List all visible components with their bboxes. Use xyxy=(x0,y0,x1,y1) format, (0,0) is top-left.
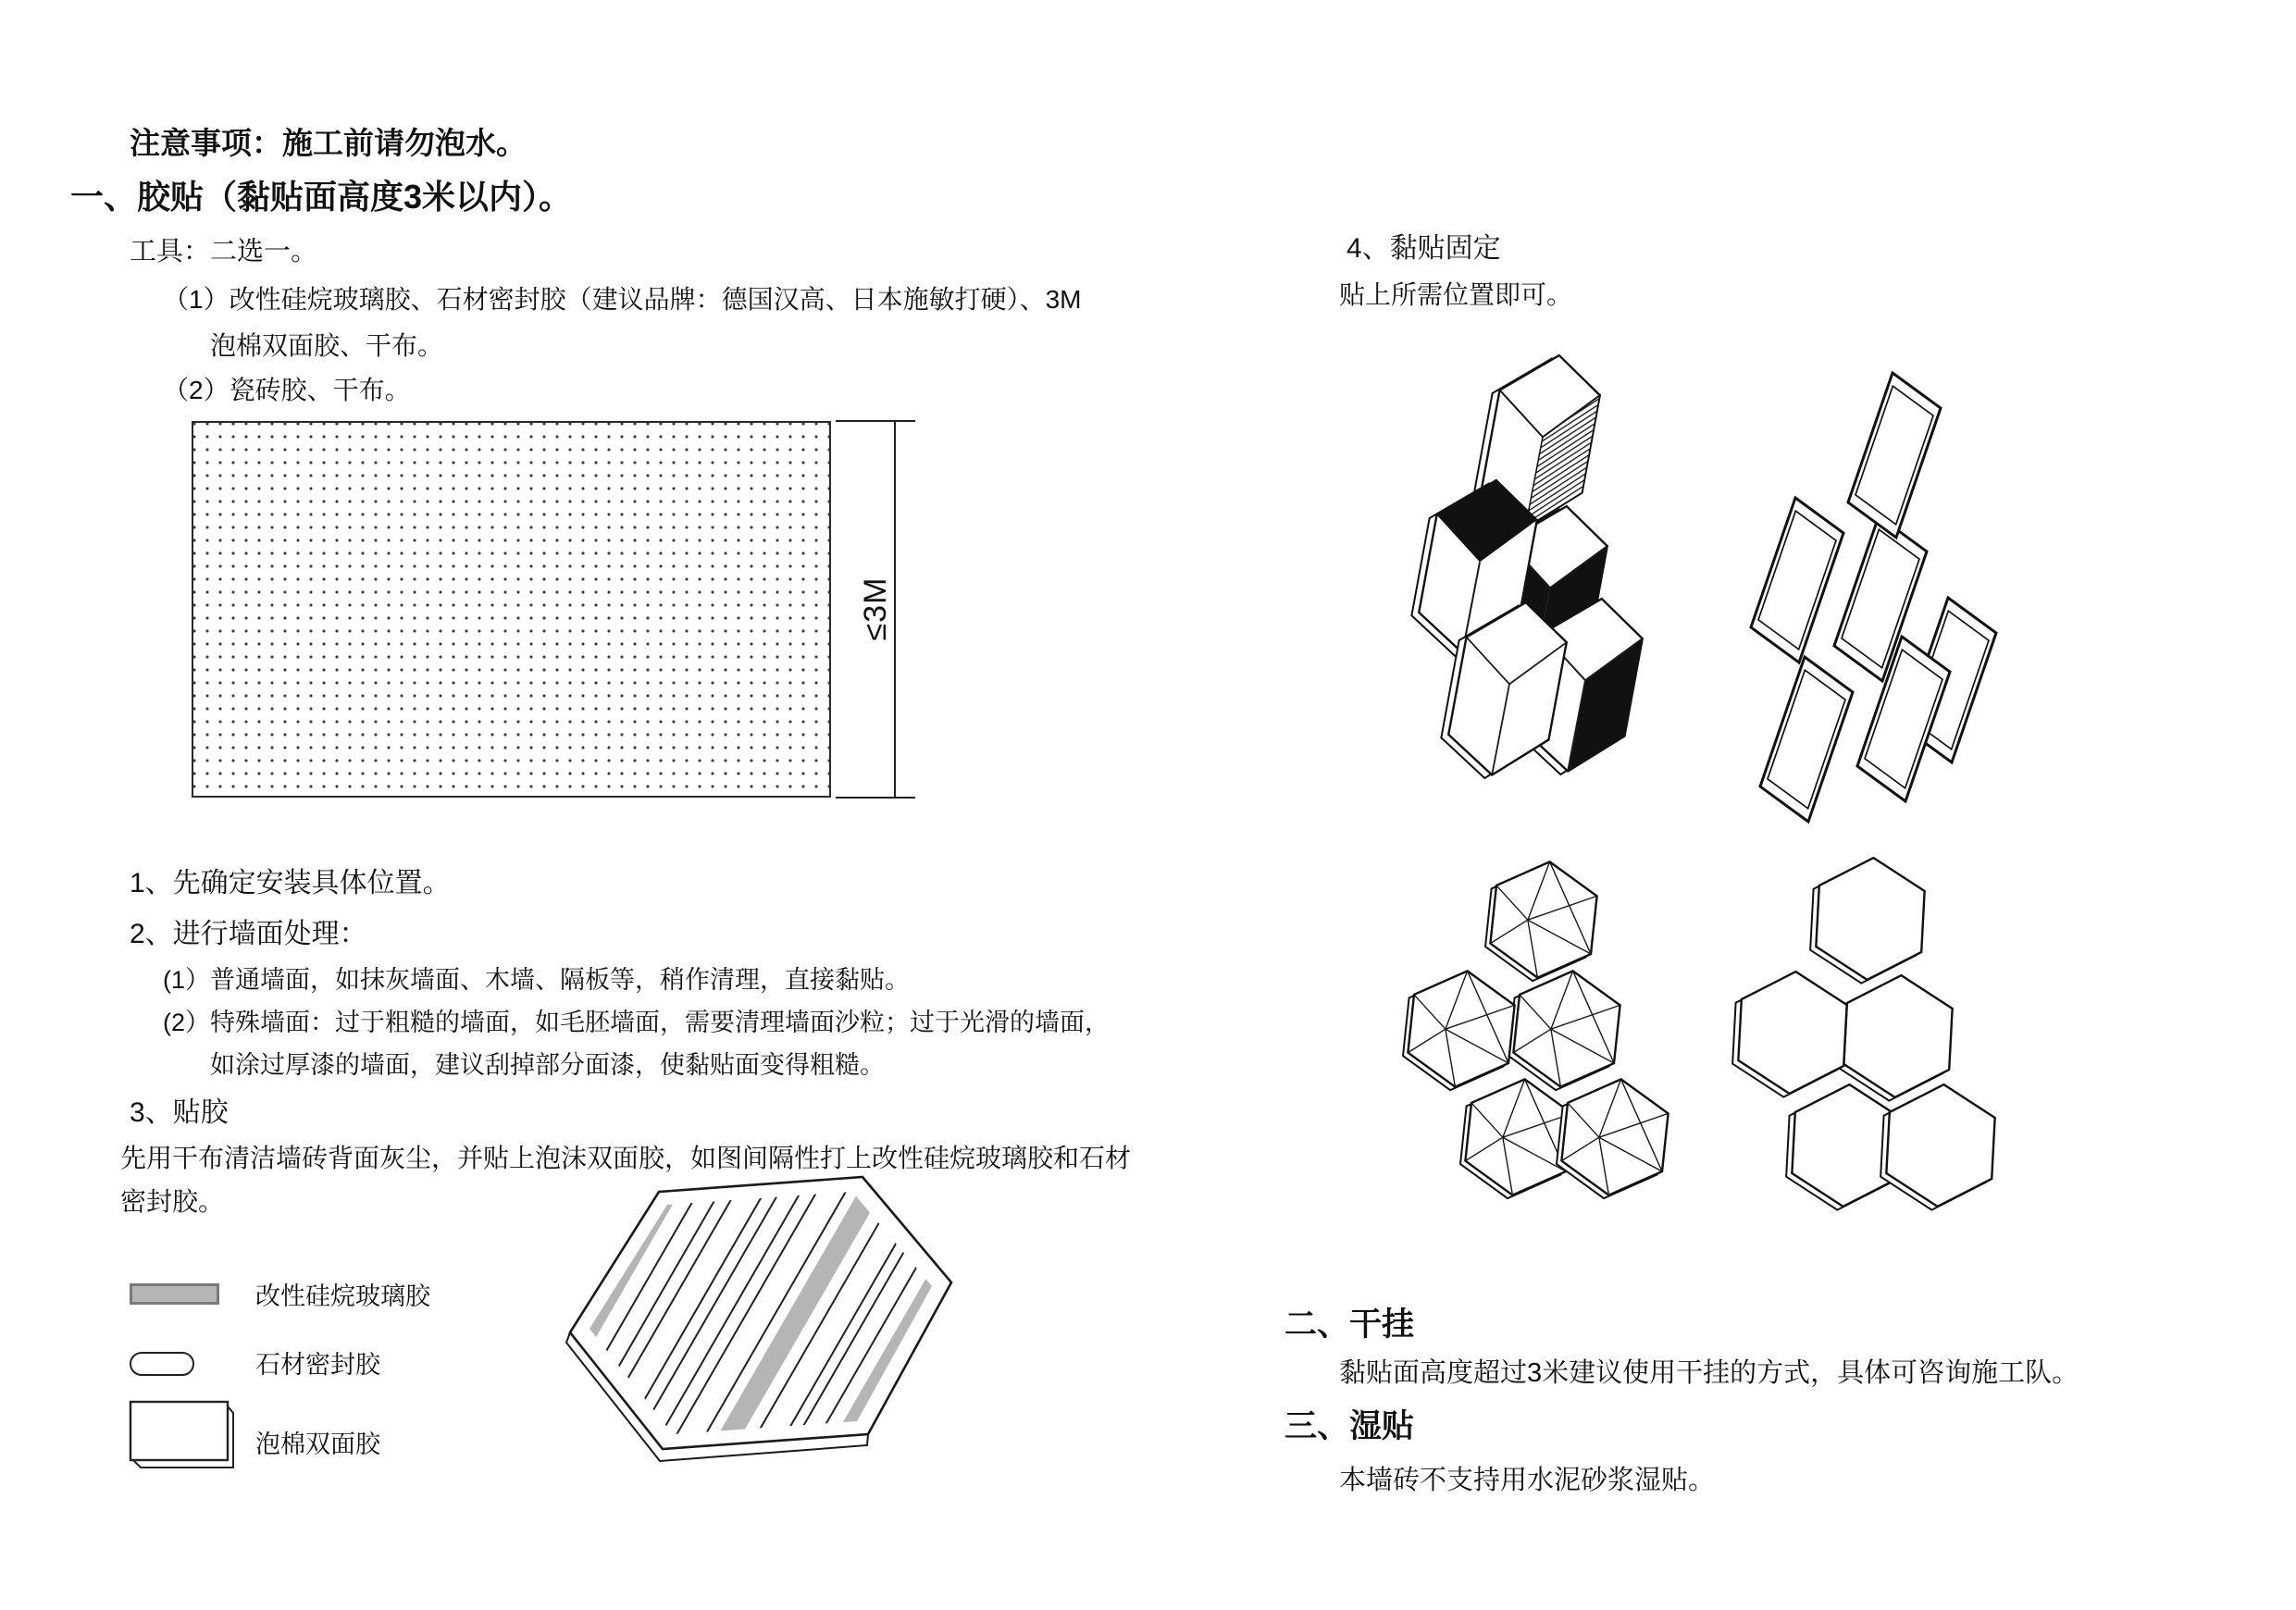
section-3-title: 三、湿贴 xyxy=(1285,1408,1415,1444)
section-3-body: 本墙砖不支持用水泥砂浆湿贴。 xyxy=(1339,1466,1716,1495)
step-3-body-line-2: 密封胶。 xyxy=(120,1187,225,1216)
solid-diamond-tiles-figure xyxy=(1430,344,1647,784)
legend-swatch-glass-glue xyxy=(130,1283,219,1305)
step-2-sub-2: (2）特殊墙面：过于粗糙的墙面，如毛胚墙面，需要清理墙面沙粒；过于光滑的墙面， xyxy=(163,1009,1111,1036)
section-2-body: 黏贴面高度超过3米建议使用干挂的方式，具体可咨询施工队。 xyxy=(1339,1358,2079,1388)
tool-option-1-line-1: （1）改性硅烷玻璃胶、石材密封胶（建议品牌：德国汉高、日本施敏打硬）、3M xyxy=(163,285,1082,314)
tool-option-1-line-2: 泡棉双面胶、干布。 xyxy=(210,331,444,360)
step-1: 1、先确定安装具体位置。 xyxy=(130,868,451,898)
step-3: 3、贴胶 xyxy=(130,1097,229,1128)
section-1-title: 一、胶贴（黏贴面高度3米以内）。 xyxy=(70,178,573,216)
legend-swatch-foam-tape xyxy=(128,1399,242,1473)
step-2: 2、进行墙面处理： xyxy=(130,919,367,949)
legend-label-stone-sealant: 石材密封胶 xyxy=(255,1351,380,1379)
dimension-tick-bottom xyxy=(836,797,915,799)
step-2-sub-3: 如涂过厚漆的墙面，建议刮掉部分面漆，使黏贴面变得粗糙。 xyxy=(210,1051,885,1079)
step-2-sub-1: (1）普通墙面，如抹灰墙面、木墙、隔板等，稍作清理，直接黏贴。 xyxy=(163,966,911,994)
step-3-body-line-1: 先用干布清洁墙砖背面灰尘，并贴上泡沫双面胶，如图间隔性打上改性硅烷玻璃胶和石材 xyxy=(120,1144,1132,1172)
legend-swatch-stone-sealant xyxy=(130,1352,194,1376)
height-dimension-label: ≤3M xyxy=(857,576,893,641)
wall-dot-panel xyxy=(192,421,831,798)
outline-diamond-tiles-figure xyxy=(1731,359,2004,826)
tool-option-2: （2）瓷砖胶、干布。 xyxy=(163,376,411,404)
note-title: 注意事项：施工前请勿泡水。 xyxy=(130,126,527,160)
legend-label-foam-tape: 泡棉双面胶 xyxy=(255,1430,380,1458)
dimension-tick-top xyxy=(836,420,915,422)
tile-back-glue-diagram-figure xyxy=(555,1164,967,1502)
step-4-body: 贴上所需位置即可。 xyxy=(1339,280,1573,309)
faceted-hex-tiles-figure xyxy=(1399,844,1682,1205)
legend-label-glass-glue: 改性硅烷玻璃胶 xyxy=(255,1282,430,1310)
section-2-title: 二、干挂 xyxy=(1285,1307,1415,1343)
plain-hex-tiles-figure xyxy=(1735,831,2013,1233)
step-4: 4、黏贴固定 xyxy=(1347,233,1501,264)
tools-title: 工具：二选一。 xyxy=(130,237,318,266)
